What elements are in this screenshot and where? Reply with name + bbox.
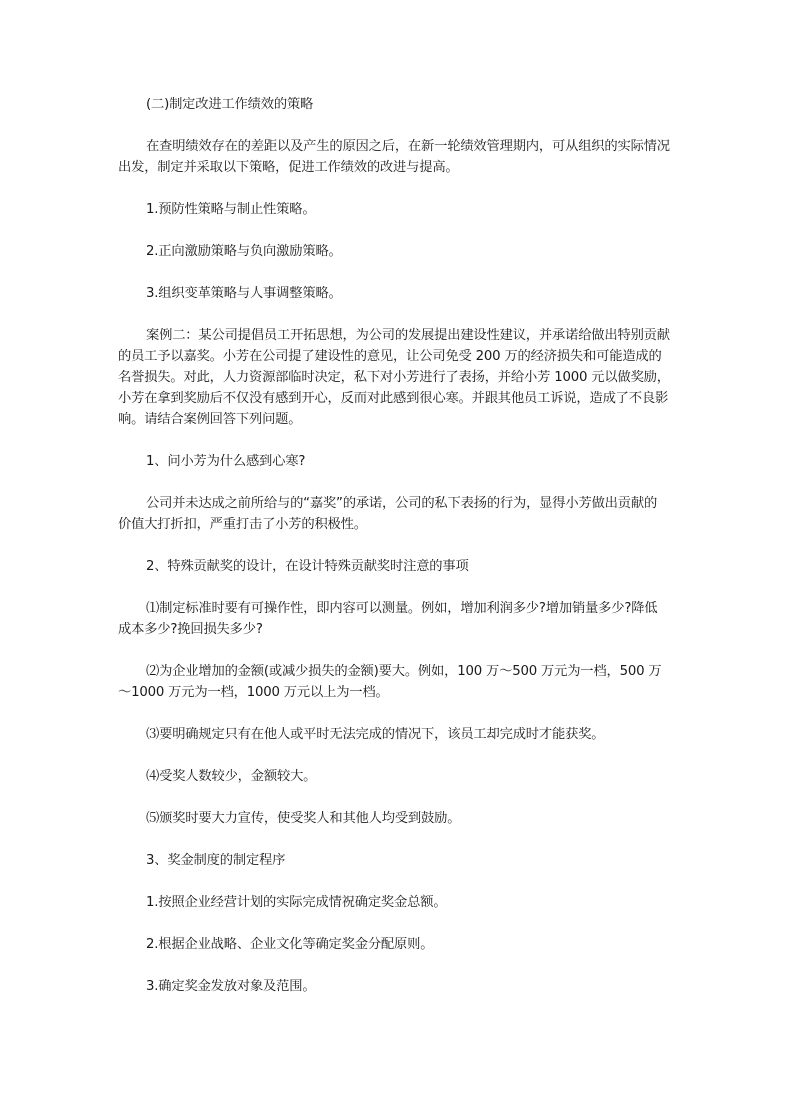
answer-2-item-5: ⑸颁奖时要大力宣传，使受奖人和其他人均受到鼓励。	[146, 811, 461, 826]
answer-2-item-1: ⑴制定标准时要有可操作性，即内容可以测量。例如，增加利润多少?增加销量多少?降低成本多少?挽回损失多少?	[118, 601, 658, 637]
strategy-item-1: 1.预防性策略与制止性策略。	[146, 202, 316, 217]
question-3: 3、奖金制度的制定程序	[146, 853, 286, 868]
strategy-item-2: 2.正向激励策略与负向激励策略。	[146, 244, 342, 259]
answer-3-item-3: 3.确定奖金发放对象及范围。	[146, 979, 316, 994]
answer-2-item-4: ⑷受奖人数较少，金额较大。	[146, 769, 317, 784]
strategy-item-3: 3.组织变革策略与人事调整策略。	[146, 286, 342, 301]
question-2: 2、特殊贡献奖的设计，在设计特殊贡献奖时注意的事项	[146, 559, 469, 574]
section-heading: (二)制定改进工作绩效的策略	[146, 97, 314, 112]
answer-3-item-2: 2.根据企业战略、企业文化等确定奖金分配原则。	[146, 937, 434, 952]
case-study-paragraph: 案例二：某公司提倡员工开拓思想，为公司的发展提出建设性建议，并承诺给做出特别贡献的员工予以嘉奖。小芳在公司提了建设性的意见，让公司免受 200 万的经济损失和可能造成的名誉损失。对此，人力资源部临时决定，私下对小芳进行了表扬，并给小芳 1000 元以做奖励，小芳在拿到奖励后不仅没有感到开心，反而对此感到很心寒。并跟其他员工诉说，造成了不良影响。请结合案例回答下列问题。	[118, 328, 670, 427]
document-page	[118, 94, 670, 1018]
answer-2-item-2: ⑵为企业增加的金额(或减少损失的金额)要大。例如，100 万～500 万元为一档，500 万～1000 万元为一档，1000 万元以上为一档。	[118, 664, 662, 700]
question-1: 1、问小芳为什么感到心寒?	[146, 454, 306, 469]
intro-paragraph: 在查明绩效存在的差距以及产生的原因之后，在新一轮绩效管理期内，可从组织的实际情况出发，制定并采取以下策略，促进工作绩效的改进与提高。	[118, 139, 670, 175]
answer-2-item-3: ⑶要明确规定只有在他人或平时无法完成的情况下，该员工却完成时才能获奖。	[146, 727, 605, 742]
answer-3-item-1: 1.按照企业经营计划的实际完成情祝确定奖金总额。	[146, 895, 447, 910]
answer-1: 公司并未达成之前所给与的“嘉奖”的承诺，公司的私下表扬的行为，显得小芳做出贡献的价值大打折扣，严重打击了小芳的积极性。	[118, 496, 658, 532]
